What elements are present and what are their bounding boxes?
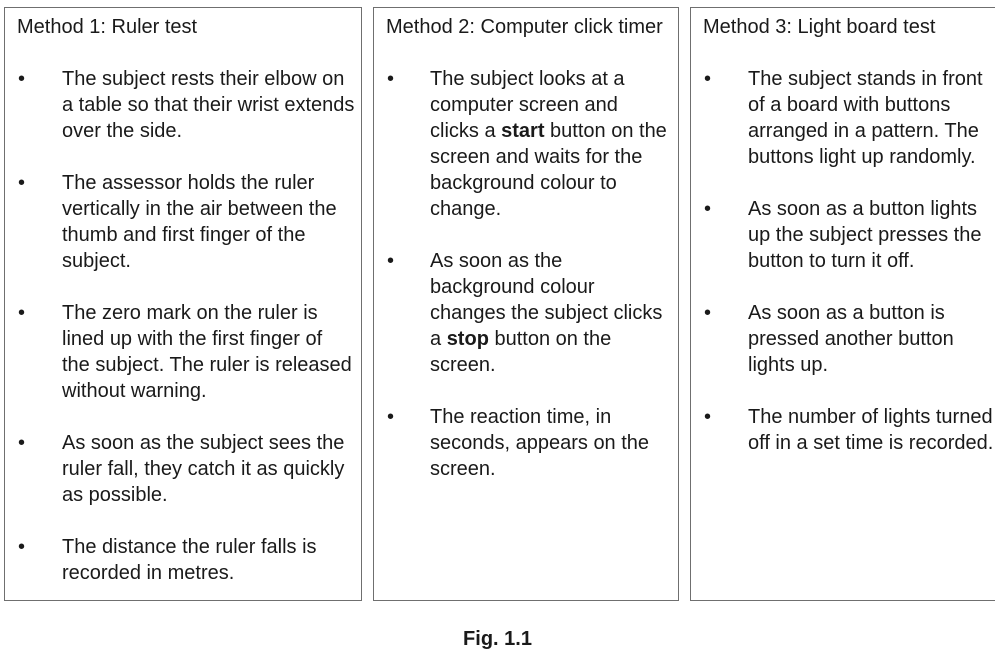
bullet-dot-icon: • bbox=[18, 432, 26, 454]
bullet-dot-icon: • bbox=[387, 250, 395, 272]
bullet-dot-icon: • bbox=[18, 302, 26, 324]
bullet-item bbox=[374, 66, 678, 222]
bold-keyword: start bbox=[501, 120, 545, 142]
bullet-item bbox=[374, 404, 678, 482]
bullet-text: The subject stands in front of a board with buttons arranged in a pattern. The buttons light up randomly. bbox=[748, 68, 983, 168]
bullet-text: As soon as a button is pressed another button lights up. bbox=[748, 302, 954, 376]
bullet-item bbox=[5, 430, 361, 508]
bullet-item bbox=[5, 534, 361, 586]
method-2-title: Method 2: Computer click timer bbox=[386, 16, 663, 38]
bullet-text: The number of lights turned off in a set time is recorded. bbox=[748, 406, 994, 454]
bullet-text: button on the screen. bbox=[430, 328, 612, 376]
bullet-text: The subject looks at a computer screen and clicks a bbox=[430, 68, 625, 142]
bullet-dot-icon: • bbox=[704, 406, 712, 428]
method-3-title: Method 3: Light board test bbox=[703, 16, 936, 38]
bullet-dot-icon: • bbox=[387, 68, 395, 90]
bullet-dot-icon: • bbox=[18, 536, 26, 558]
method-3-bullet-list bbox=[691, 66, 995, 456]
bullet-dot-icon: • bbox=[704, 68, 712, 90]
bullet-item bbox=[691, 196, 995, 274]
bullet-dot-icon: • bbox=[704, 302, 712, 324]
bullet-text: The distance the ruler falls is recorded in metres. bbox=[62, 536, 317, 584]
figure-caption: Fig. 1.1 bbox=[463, 628, 532, 650]
bullet-text: button on the screen and waits for the background colour to change. bbox=[430, 120, 667, 220]
bullet-item bbox=[374, 248, 678, 378]
bullet-item bbox=[691, 66, 995, 170]
bullet-text: As soon as a button lights up the subject presses the button to turn it off. bbox=[748, 198, 982, 272]
bullet-text: The reaction time, in seconds, appears on the screen. bbox=[430, 406, 650, 480]
bullet-text: The zero mark on the ruler is lined up with the first finger of the subject. The ruler is released without warning. bbox=[62, 302, 352, 402]
bullet-text: As soon as the subject sees the ruler fall, they catch it as quickly as possible. bbox=[62, 432, 345, 506]
bullet-item bbox=[691, 300, 995, 378]
method-1-box bbox=[4, 7, 362, 601]
bullet-item bbox=[691, 404, 995, 456]
method-2-box bbox=[373, 7, 679, 601]
method-2-bullet-list bbox=[374, 66, 678, 482]
bold-keyword: stop bbox=[446, 328, 489, 350]
method-1-bullet-list bbox=[5, 66, 361, 586]
bullet-dot-icon: • bbox=[18, 172, 26, 194]
bullet-text: The subject rests their elbow on a table so that their wrist extends over the side. bbox=[62, 68, 355, 142]
bullet-item bbox=[5, 300, 361, 404]
bullet-item bbox=[5, 170, 361, 274]
bullet-dot-icon: • bbox=[18, 68, 26, 90]
bullet-text: The assessor holds the ruler vertically in the air between the thumb and first finger of the subject. bbox=[62, 172, 337, 272]
method-3-box bbox=[690, 7, 995, 601]
method-1-title: Method 1: Ruler test bbox=[17, 16, 198, 38]
bullet-item bbox=[5, 66, 361, 144]
bullet-dot-icon: • bbox=[387, 406, 395, 428]
bullet-dot-icon: • bbox=[704, 198, 712, 220]
bullet-text: As soon as the background colour changes the subject clicks a bbox=[430, 250, 663, 350]
